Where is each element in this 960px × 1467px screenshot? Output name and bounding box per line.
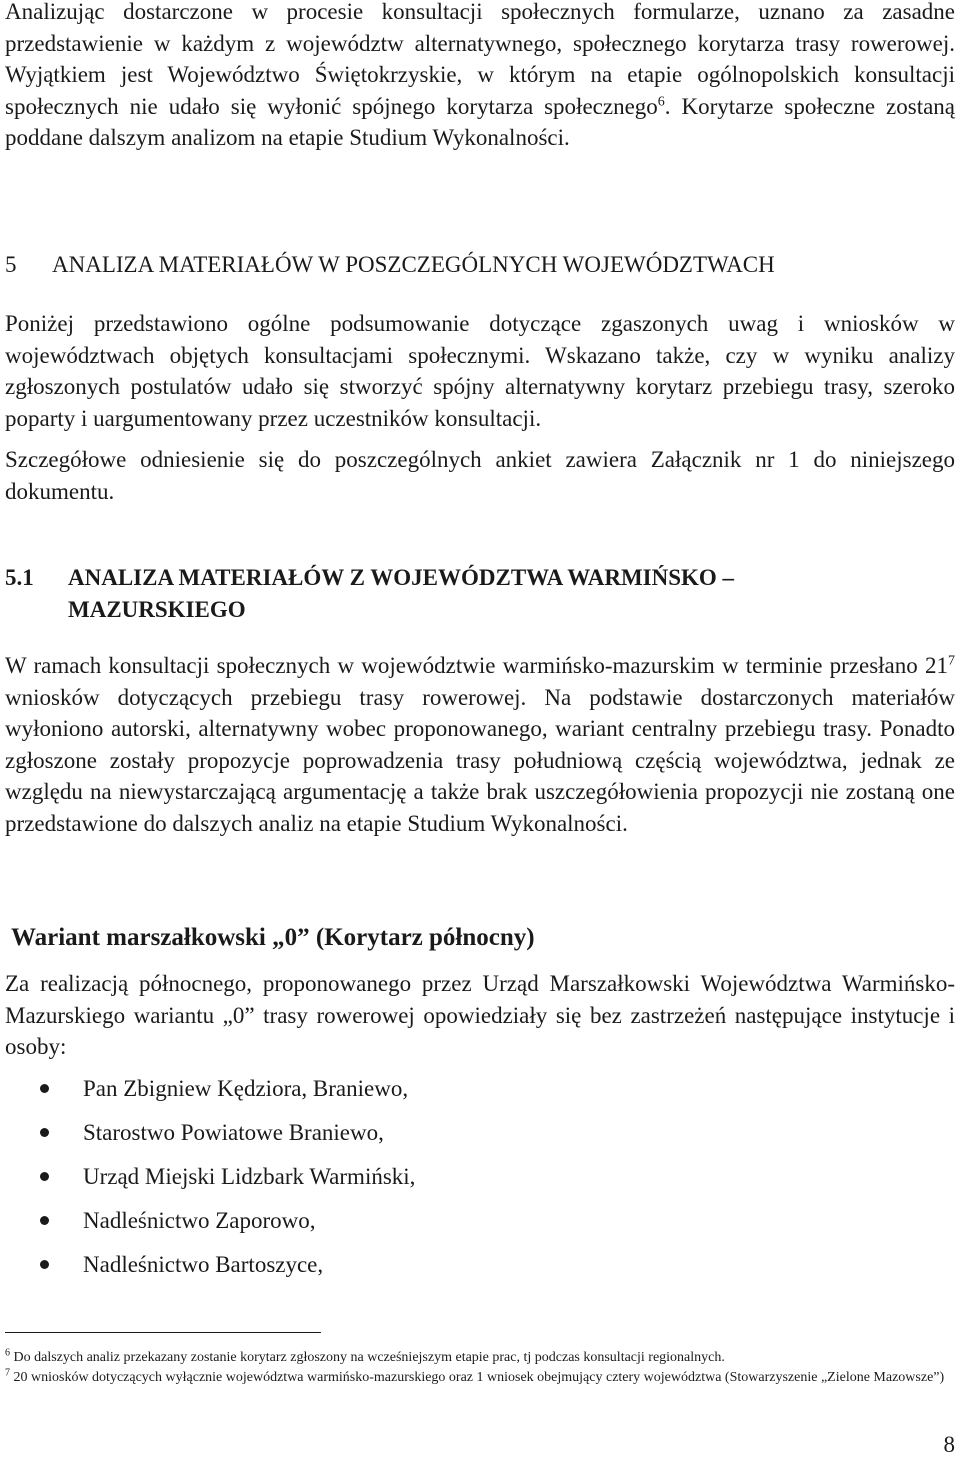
- footnote-number: 6: [5, 1347, 10, 1359]
- list-item-label: Starostwo Powiatowe Braniewo,: [83, 1120, 384, 1145]
- bullet-icon: [40, 1216, 49, 1225]
- list-item: [40, 1246, 920, 1290]
- page-number: 8: [943, 1432, 955, 1457]
- list-item: [40, 1070, 920, 1114]
- bullet-icon: [40, 1172, 49, 1181]
- section-title: ANALIZA MATERIAŁÓW W POSZCZEGÓLNYCH WOJEWÓDZTWACH: [52, 252, 775, 277]
- list-item: [40, 1202, 920, 1246]
- intro-text-end: . Korytarze społeczne zostaną poddane dalszym analizom na etapie Studium Wykonalności.: [5, 93, 956, 150]
- list-item-label: Nadleśnictwo Zaporowo,: [83, 1208, 316, 1233]
- section-5-1-text: W ramach konsultacji społecznych w województwie warmińsko-mazurskim w terminie przesłano 21: [5, 653, 948, 678]
- footnote-number: 7: [5, 1367, 10, 1379]
- footnote-divider: [5, 1332, 321, 1333]
- intro-text: Analizując dostarczone w procesie konsultacji społecznych formularze, uznano za zasadne przedstawienie w każdym z województw alternatywnego, społecznego korytarza trasy rowerowej. Wyjątkiem jest Województwo Świętokrzyskie, w którym na etapie ogólnopolskich konsultacji społecznych nie udało się wyłonić spójnego korytarza społecznego: [5, 0, 955, 119]
- footnote-ref-7[interactable]: 7: [948, 653, 955, 669]
- variant-heading: Wariant marszałkowski „0” (Korytarz północny): [11, 924, 535, 951]
- list-item-label: Urząd Miejski Lidzbark Warmiński,: [83, 1164, 416, 1189]
- intro-paragraph: [5, 0, 955, 154]
- bullet-icon: [40, 1128, 49, 1137]
- footnote-text: 20 wniosków dotyczących wyłącznie województwa warmińsko-mazurskiego oraz 1 wniosek obejmujący cztery województwa (Stowarzyszenie „Zielone Mazowsze”): [10, 1370, 945, 1385]
- section-number: 5: [5, 252, 17, 277]
- bullet-icon: [40, 1084, 49, 1093]
- list-item-label: Nadleśnictwo Bartoszyce,: [83, 1252, 324, 1277]
- section-5-paragraph-1: Poniżej przedstawiono ogólne podsumowanie dotyczące zgaszonych uwag i wniosków w województwach objętych konsultacjami społecznymi. Wskazano także, czy w wyniku analizy zgłoszonych postulatów udało się stworzyć spójny alternatywny korytarz przebiegu trasy, szeroko poparty i uargumentowany przez uczestników konsultacji.: [5, 311, 955, 431]
- section-number: 5.1: [5, 565, 34, 590]
- section-5-heading: [5, 250, 955, 280]
- variant-intro: Za realizacją północnego, proponowanego przez Urząd Marszałkowski Województwa Warmińsko-Mazurskiego wariantu „0” trasy rowerowej opowiedziały się bez zastrzeżeń następujące instytucje i osoby:: [5, 971, 955, 1059]
- section-5-1-heading: [5, 562, 955, 626]
- list-item: [40, 1114, 920, 1158]
- footnote-ref-6[interactable]: 6: [657, 93, 665, 109]
- list-item-label: Pan Zbigniew Kędziora, Braniewo,: [83, 1076, 409, 1101]
- list-item: [40, 1158, 920, 1202]
- institution-list: [40, 1070, 920, 1290]
- footnote-6: [5, 1348, 955, 1367]
- section-5-paragraph-2: Szczegółowe odniesienie się do poszczególnych ankiet zawiera Załącznik nr 1 do niniejszego dokumentu.: [5, 447, 955, 504]
- bullet-icon: [40, 1260, 49, 1269]
- section-title-line2: MAZURSKIEGO: [68, 597, 246, 622]
- section-title-line1: ANALIZA MATERIAŁÓW Z WOJEWÓDZTWA WARMIŃSKO –: [68, 565, 735, 590]
- section-5-1-paragraph: [5, 650, 955, 839]
- footnote-7: [5, 1368, 955, 1387]
- section-5-1-text-end: wniosków dotyczących przebiegu trasy rowerowej. Na podstawie dostarczonych materiałów wyłoniono autorski, alternatywny wobec proponowanego, wariant centralny przebiegu trasy. Ponadto zgłoszone zostały propozycje poprowadzenia trasy południową częścią województwa, jednak ze względu na niewystarczającą argumentację a także brak uszczegółowienia propozycji nie zostaną one przedstawione do dalszych analiz na etapie Studium Wykonalności.: [5, 684, 955, 836]
- footnote-text: Do dalszych analiz przekazany zostanie korytarz zgłoszony na wcześniejszym etapie prac, tj podczas konsultacji regionalnych.: [10, 1350, 725, 1365]
